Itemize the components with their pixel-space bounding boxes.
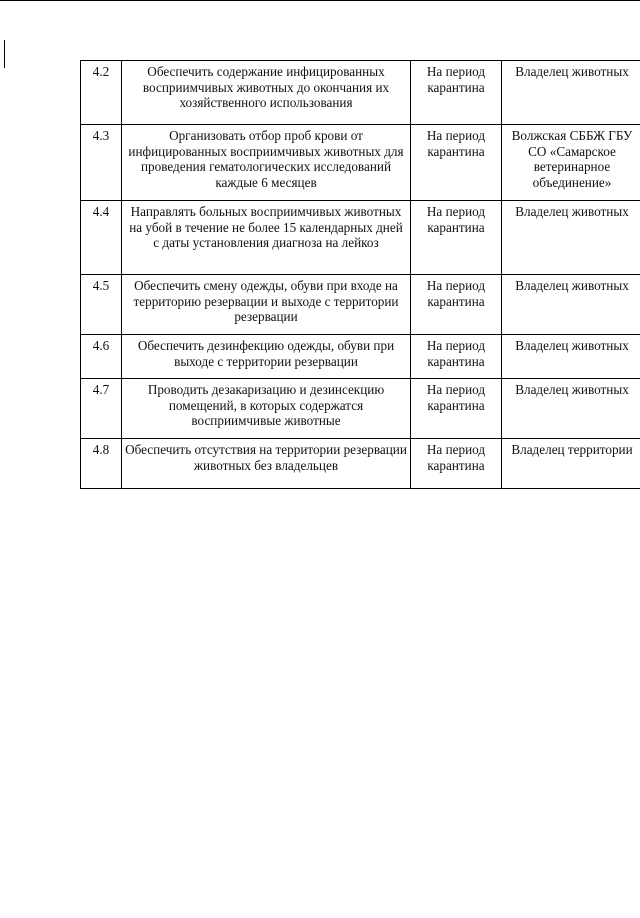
row-action: Организовать отбор проб крови от инфицированных восприимчивых животных для проведения гематологических исследований каждые 6 месяцев bbox=[122, 125, 411, 201]
row-responsible: Владелец животных bbox=[502, 61, 640, 125]
row-action: Обеспечить отсутствия на территории резервации животных без владельцев bbox=[122, 439, 411, 489]
row-term: На период карантина bbox=[411, 335, 502, 379]
row-term: На период карантина bbox=[411, 379, 502, 439]
row-responsible: Владелец животных bbox=[502, 379, 640, 439]
table-row bbox=[81, 379, 640, 439]
row-action: Обеспечить смену одежды, обуви при входе на территорию резервации и выходе с территории резервации bbox=[122, 275, 411, 335]
row-number: 4.3 bbox=[81, 125, 122, 201]
scan-top-border bbox=[0, 0, 640, 1]
scan-left-mark bbox=[4, 40, 5, 68]
row-number: 4.4 bbox=[81, 201, 122, 275]
table-row bbox=[81, 61, 640, 125]
row-responsible: Владелец животных bbox=[502, 201, 640, 275]
row-term: На период карантина bbox=[411, 61, 502, 125]
row-action: Проводить дезакаризацию и дезинсекцию помещений, в которых содержатся восприимчивые животные bbox=[122, 379, 411, 439]
row-number: 4.5 bbox=[81, 275, 122, 335]
table-row bbox=[81, 125, 640, 201]
row-term: На период карантина bbox=[411, 275, 502, 335]
row-responsible: Владелец животных bbox=[502, 335, 640, 379]
table-row bbox=[81, 201, 640, 275]
row-number: 4.6 bbox=[81, 335, 122, 379]
row-responsible: Владелец животных bbox=[502, 275, 640, 335]
row-action: Направлять больных восприимчивых животных на убой в течение не более 15 календарных дней с даты установления диагноза на лейкоз bbox=[122, 201, 411, 275]
table-row bbox=[81, 335, 640, 379]
row-number: 4.2 bbox=[81, 61, 122, 125]
row-term: На период карантина bbox=[411, 201, 502, 275]
table-row bbox=[81, 439, 640, 489]
row-responsible: Волжская СББЖ ГБУ СО «Самарское ветеринарное объединение» bbox=[502, 125, 640, 201]
measures-table bbox=[80, 60, 640, 489]
row-action: Обеспечить дезинфекцию одежды, обуви при выходе с территории резервации bbox=[122, 335, 411, 379]
row-term: На период карантина bbox=[411, 125, 502, 201]
row-term: На период карантина bbox=[411, 439, 502, 489]
row-number: 4.7 bbox=[81, 379, 122, 439]
row-responsible: Владелец территории bbox=[502, 439, 640, 489]
row-number: 4.8 bbox=[81, 439, 122, 489]
table-row bbox=[81, 275, 640, 335]
row-action: Обеспечить содержание инфицированных восприимчивых животных до окончания их хозяйственного использования bbox=[122, 61, 411, 125]
